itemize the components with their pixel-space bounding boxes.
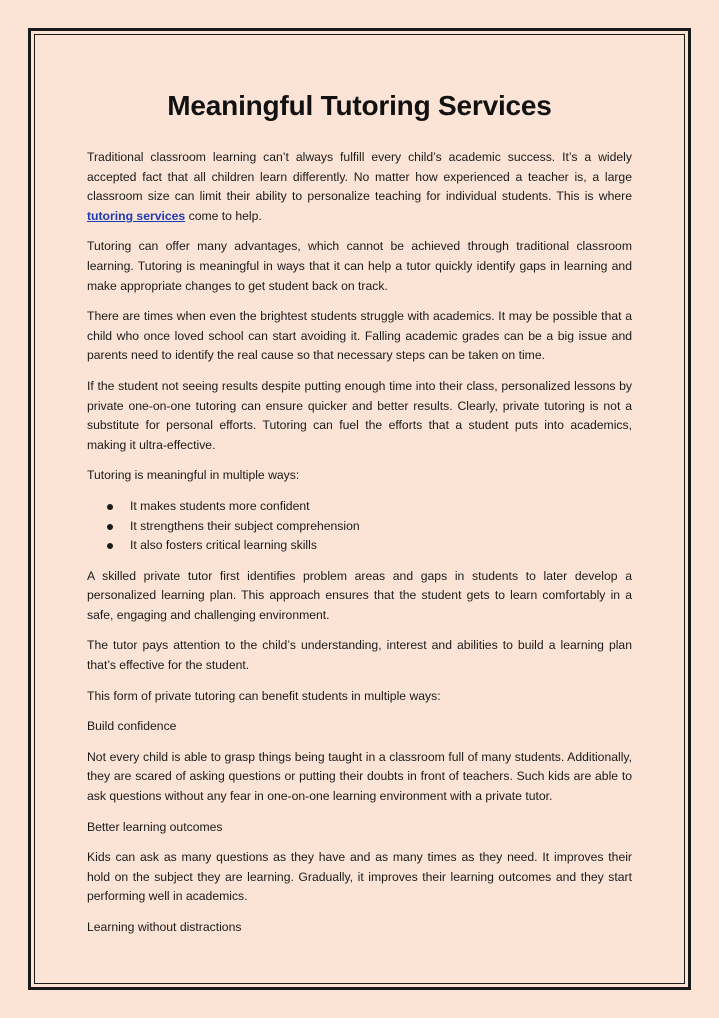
paragraph-ways-intro: Tutoring is meaningful in multiple ways: (87, 468, 300, 483)
document-title: Meaningful Tutoring Services (167, 90, 552, 121)
paragraph-learning-plan: A skilled private tutor first identifies problem areas and gaps in students to later develop a personalized learning plan. This approach ensures that the student gets to learn comfortably in a safe, engaging and challenging environment. (87, 568, 632, 622)
heading-better-outcomes: Better learning outcomes (87, 819, 223, 834)
paragraph-outcomes: Kids can ask as many questions as they have and as many times as they need. It improves their hold on the subject they are learning. Gradually, it improves their learning outcomes and they start performing well in academics. (87, 850, 632, 904)
paragraph-intro-text: Traditional classroom learning can’t always fulfill every child’s academic success. It’s a widely accepted fact that all children learn differently. No matter how experienced a teacher is, a large classroom size can limit their ability to personalize teaching for individual students. This is where (87, 150, 632, 204)
paragraph-results: If the student not seeing results despite putting enough time into their class, personalized lessons by private one-on-one tutoring can ensure quicker and better results. Clearly, private tutoring is not a substitute for personal efforts. Tutoring can fuel the efforts that a student puts into academics, making it ultra-effective. (87, 378, 632, 452)
list-item (130, 497, 632, 517)
list-item (130, 536, 632, 556)
bullet-icon (107, 504, 113, 510)
list-item-text: It makes students more confident (130, 498, 310, 513)
list-item-text: It strengthens their subject comprehension (130, 518, 360, 533)
paragraph-advantages: Tutoring can offer many advantages, which cannot be achieved through traditional classroom learning. Tutoring is meaningful in ways that it can help a tutor quickly identify gaps in learning and make appropriate changes to get student back on track. (87, 239, 632, 293)
paragraph-intro-tail: come to help. (185, 208, 262, 223)
bullet-icon (107, 524, 113, 530)
paragraph-struggle: There are times when even the brightest students struggle with academics. It may be possible that a child who once loved school can start avoiding it. Falling academic grades can be a big issue and parents need to identify the real cause so that necessary steps can be taken on time. (87, 309, 632, 363)
paragraph-benefits-intro: This form of private tutoring can benefit students in multiple ways: (87, 688, 441, 703)
bullet-icon (107, 543, 113, 549)
heading-build-confidence: Build confidence (87, 719, 177, 734)
paragraph-confidence: Not every child is able to grasp things being taught in a classroom full of many students. Additionally, they are scared of asking questions or putting their doubts in front of teachers. Such kids are able to ask questions without any fear in one-on-one learning environment with a private tutor. (87, 749, 632, 804)
paragraph-intro (87, 148, 632, 226)
heading-without-distractions: Learning without distractions (87, 920, 242, 934)
paragraph-tutor-attention: The tutor pays attention to the child’s understanding, interest and abilities to build a learning plan that’s effective for the student. (87, 638, 632, 673)
document-body (87, 86, 632, 949)
benefits-list (87, 497, 632, 556)
list-item (130, 517, 632, 537)
list-item-text: It also fosters critical learning skills (130, 538, 317, 553)
tutoring-services-link[interactable]: tutoring services (87, 208, 186, 223)
